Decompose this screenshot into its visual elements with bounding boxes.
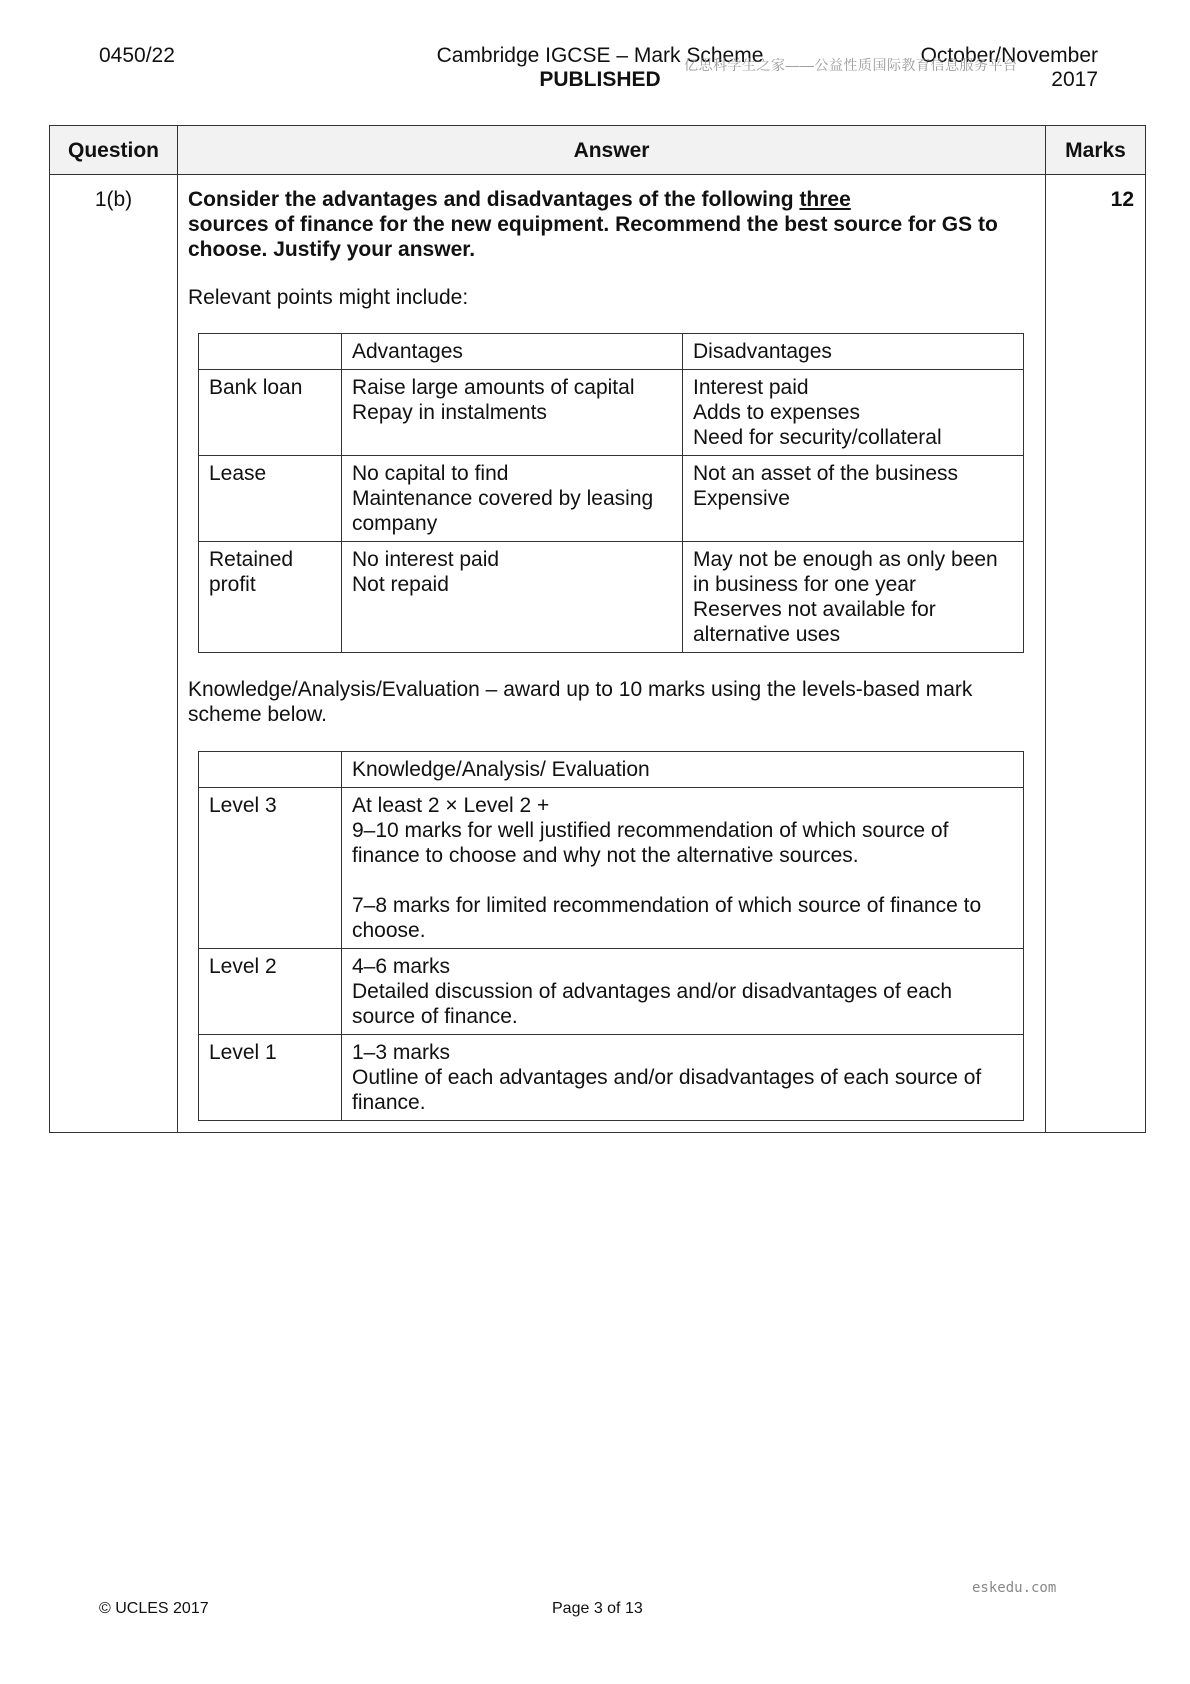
- list-item: 7–8 marks for limited recommendation of which source of finance to choose.: [352, 894, 982, 942]
- disadvantages-header: Disadvantages: [683, 334, 1024, 370]
- mark-scheme-table: [49, 125, 1146, 1133]
- list-item: At least 2 × Level 2 +: [352, 794, 550, 817]
- table-row: [199, 949, 1024, 1035]
- session-year: 2017: [1051, 68, 1098, 91]
- sources-of-finance-table: [198, 333, 1024, 653]
- list-item: No capital to find: [352, 462, 509, 485]
- sources-header-row: [199, 334, 1024, 370]
- page-number: Page 3 of 13: [552, 1600, 643, 1617]
- prompt-text-end: sources of finance for the new equipment. Recommend the best source for GS to choose. Justify your answer.: [188, 213, 998, 261]
- level-name: Level 1: [199, 1035, 342, 1121]
- list-item: Expensive: [693, 487, 790, 510]
- marks-value: 12: [1046, 175, 1146, 1133]
- level-descriptor: [342, 1035, 1024, 1121]
- list-item: Outline of each advantages and/or disadvantages of each source of finance.: [352, 1066, 982, 1114]
- published-label: PUBLISHED: [539, 68, 661, 91]
- list-item: Interest paid: [693, 376, 809, 399]
- list-item: 4–6 marks: [352, 955, 451, 978]
- list-item: Maintenance covered by leasing company: [352, 487, 654, 535]
- advantages-header: Advantages: [342, 334, 683, 370]
- table-row: [199, 542, 1024, 653]
- question-header: Question: [50, 126, 178, 175]
- table-row: [199, 456, 1024, 542]
- marks-header: Marks: [1046, 126, 1146, 175]
- relevant-points-intro: Relevant points might include:: [188, 286, 469, 309]
- prompt-underlined-word: three: [799, 188, 851, 211]
- list-item: Need for security/collateral: [693, 426, 942, 449]
- session-name: October/November: [920, 44, 1098, 67]
- advantages-cell: [342, 370, 683, 456]
- list-item: May not be enough as only been in business for one year: [693, 548, 998, 596]
- level-descriptor: [342, 949, 1024, 1035]
- level-name: Level 2: [199, 949, 342, 1035]
- list-item: Repay in instalments: [352, 401, 547, 424]
- question-row: [50, 175, 1146, 1133]
- list-item: Adds to expenses: [693, 401, 860, 424]
- mark-scheme-header-row: [50, 126, 1146, 175]
- levels-intro: Knowledge/Analysis/Evaluation – award up to 10 marks using the levels-based mark scheme below.: [188, 678, 973, 726]
- document-title: Cambridge IGCSE – Mark Scheme: [436, 44, 764, 67]
- list-item: 1–3 marks: [352, 1041, 451, 1064]
- sources-header-empty: [199, 334, 342, 370]
- source-name: Bank loan: [199, 370, 342, 456]
- question-prompt: [188, 187, 1035, 262]
- list-item: Reserves not available for alternative uses: [693, 598, 936, 646]
- levels-header-row: [199, 752, 1024, 788]
- levels-header: Knowledge/Analysis/ Evaluation: [342, 752, 1024, 788]
- answer-cell: [178, 175, 1046, 1133]
- list-item: No interest paid: [352, 548, 500, 571]
- advantages-cell: [342, 542, 683, 653]
- table-row: [199, 1035, 1024, 1121]
- list-item: Not repaid: [352, 573, 449, 596]
- disadvantages-cell: [683, 456, 1024, 542]
- list-item: Raise large amounts of capital: [352, 376, 635, 399]
- list-item: Not an asset of the business: [693, 462, 958, 485]
- table-row: [199, 370, 1024, 456]
- answer-header: Answer: [178, 126, 1046, 175]
- advantages-cell: [342, 456, 683, 542]
- source-name: Retained profit: [199, 542, 342, 653]
- levels-header-empty: [199, 752, 342, 788]
- disadvantages-cell: [683, 370, 1024, 456]
- disadvantages-cell: [683, 542, 1024, 653]
- copyright: © UCLES 2017: [99, 1600, 209, 1617]
- level-name: Level 3: [199, 788, 342, 949]
- paper-code: 0450/22: [99, 44, 175, 67]
- source-name: Lease: [199, 456, 342, 542]
- question-number: 1(b): [50, 175, 178, 1133]
- site-watermark: eskedu.com: [972, 1580, 1057, 1596]
- levels-table: [198, 751, 1024, 1121]
- prompt-text-start: Consider the advantages and disadvantages of the following: [188, 188, 800, 211]
- level-descriptor: [342, 788, 1024, 949]
- list-item: 9–10 marks for well justified recommendation of which source of finance to choose and why not the alternative sources.: [352, 819, 949, 867]
- watermark-text: 亿思科学生之家——公益性质国际教育信息服务平台: [684, 57, 1018, 73]
- list-item: Detailed discussion of advantages and/or disadvantages of each source of finance.: [352, 980, 953, 1028]
- table-row: [199, 788, 1024, 949]
